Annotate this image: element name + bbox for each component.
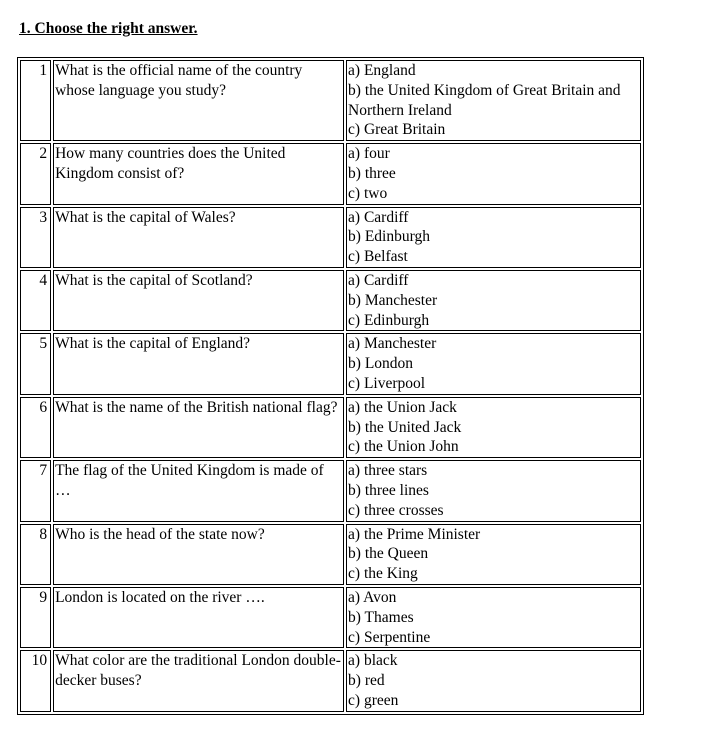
answer-options [346,60,641,141]
question-number: 4 [20,270,51,331]
answer-option: b) red [348,672,385,690]
answer-options [346,270,641,331]
answer-option: a) Avon [348,588,397,606]
answer-option: b) the United Jack [348,418,462,436]
question-text: What color are the traditional London double-decker buses? [53,650,344,711]
question-row [20,587,641,648]
answer-option: b) three [348,164,396,182]
question-number: 8 [20,524,51,585]
question-text: What is the capital of Scotland? [53,270,344,331]
answer-options [346,143,641,204]
answer-option: a) black [348,652,398,670]
question-text: The flag of the United Kingdom is made of … [53,460,344,521]
answer-option: c) three crosses [348,501,444,519]
answer-option: b) Thames [348,608,414,626]
answer-options [346,397,641,458]
question-text: What is the official name of the country whose language you study? [53,60,344,141]
question-text: Who is the head of the state now? [53,524,344,585]
question-number: 10 [20,650,51,711]
question-number: 3 [20,207,51,268]
question-text: What is the capital of Wales? [53,207,344,268]
answer-option: c) Edinburgh [348,311,430,329]
question-row [20,460,641,521]
answer-options [346,587,641,648]
quiz-table-body [20,60,641,712]
question-row [20,270,641,331]
question-row [20,143,641,204]
answer-option: b) the Queen [348,545,429,563]
answer-option: b) Manchester [348,291,438,309]
question-number: 7 [20,460,51,521]
question-row [20,207,641,268]
question-row [20,524,641,585]
answer-option: b) London [348,355,414,373]
answer-option: c) Liverpool [348,374,426,392]
answer-option: a) the Prime Minister [348,525,481,543]
question-text: How many countries does the United Kingdom consist of? [53,143,344,204]
answer-options [346,333,641,394]
answer-option: a) England [348,62,416,79]
answer-options [346,524,641,585]
question-text: What is the name of the British national flag? [53,397,344,458]
answer-options [346,207,641,268]
answer-option: c) the Union John [348,438,459,456]
answer-option: a) three stars [348,462,428,480]
answer-option: b) the United Kingdom of Great Britain and Northern Ireland [348,81,621,119]
quiz-table [17,57,644,715]
answer-option: c) Serpentine [348,628,431,646]
page-title: 1. Choose the right answer. [19,20,198,37]
answer-option: c) green [348,691,399,709]
answer-option: b) Edinburgh [348,228,430,246]
answer-option: a) four [348,145,390,163]
question-row [20,397,641,458]
question-row [20,60,641,141]
question-number: 1 [20,60,51,141]
question-number: 5 [20,333,51,394]
answer-options [346,650,641,711]
question-text: London is located on the river …. [53,587,344,648]
question-text: What is the capital of England? [53,333,344,394]
question-number: 2 [20,143,51,204]
answer-option: c) Great Britain [348,121,446,139]
answer-option: a) Manchester [348,335,437,353]
answer-options [346,460,641,521]
answer-option: b) three lines [348,481,429,499]
question-row [20,650,641,711]
answer-option: a) the Union Jack [348,398,457,416]
answer-option: a) Cardiff [348,271,409,289]
question-number: 9 [20,587,51,648]
answer-option: c) two [348,184,388,202]
question-row [20,333,641,394]
answer-option: c) Belfast [348,248,408,266]
answer-option: c) the King [348,565,418,583]
question-number: 6 [20,397,51,458]
answer-option: a) Cardiff [348,208,409,226]
